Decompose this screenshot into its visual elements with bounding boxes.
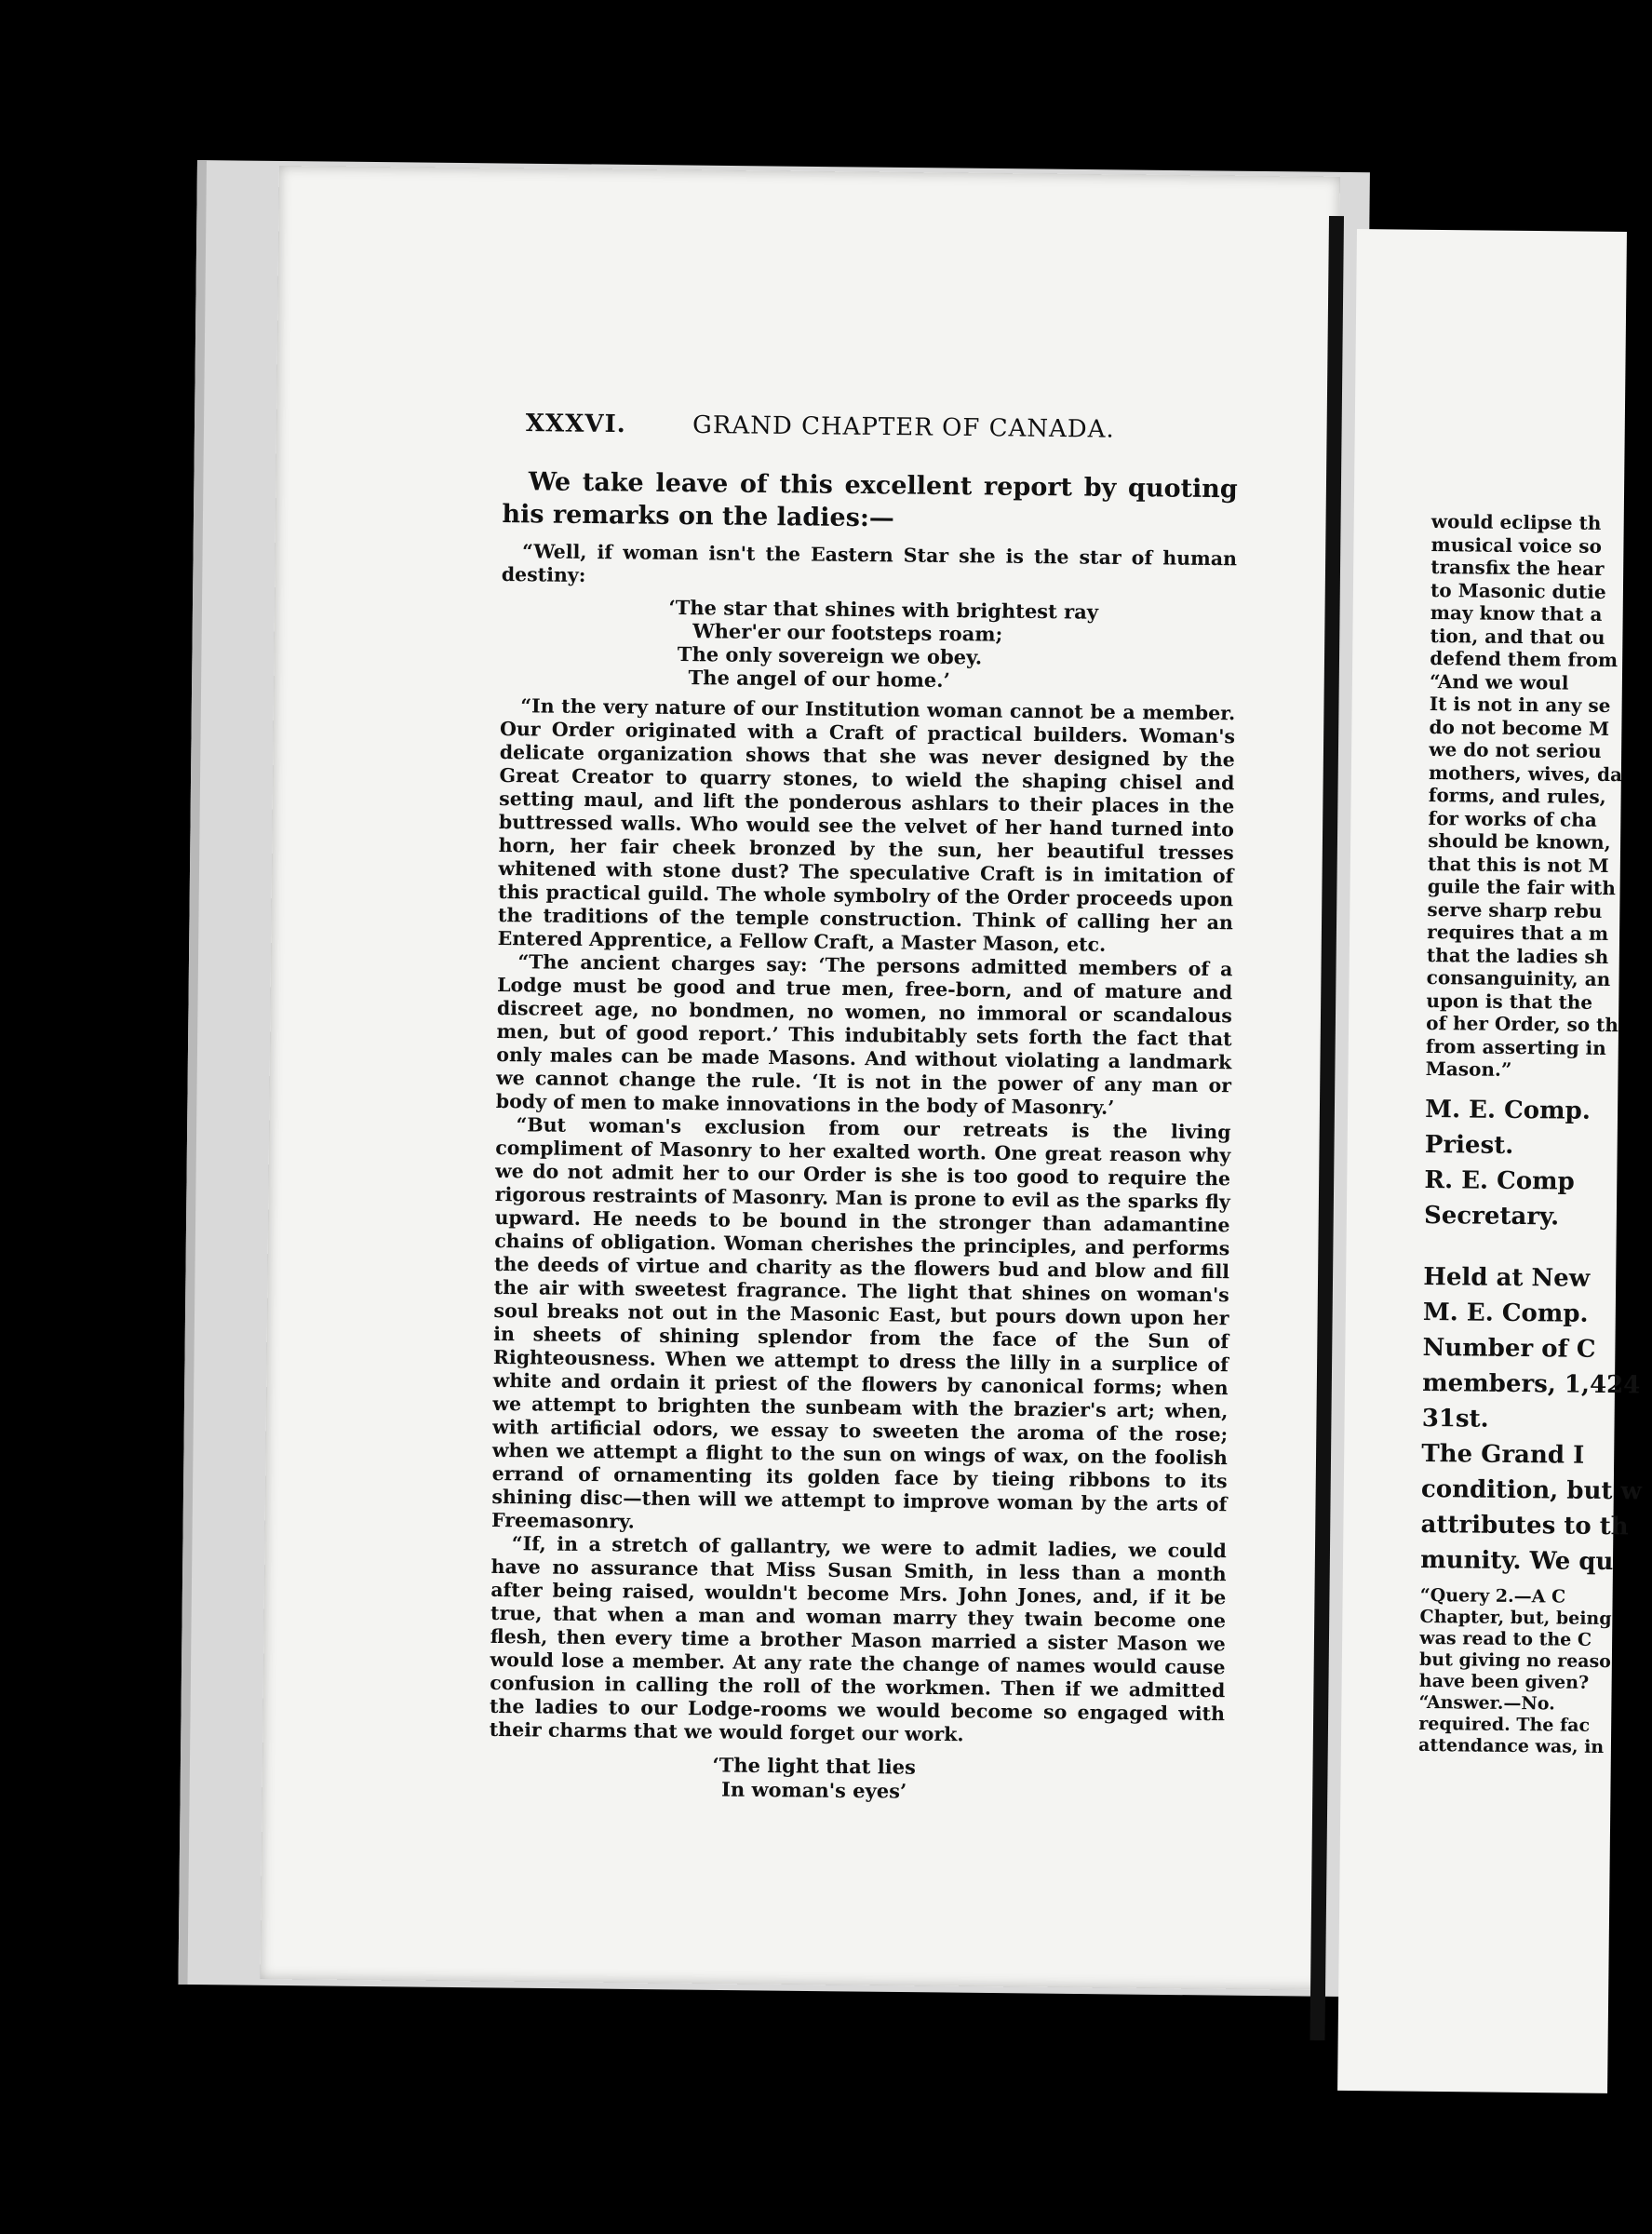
- right-line: transfix the hear: [1430, 555, 1605, 580]
- right-line: Chapter, but, being: [1419, 1606, 1612, 1629]
- right-line: forms, and rules,: [1428, 783, 1606, 808]
- paragraph-5: “If, in a stretch of gallantry, we were to admit ladies, we could have no assurance that Miss Susan Smith, in less than a month after being raised, wouldn't become Mrs. John Jones, and, if it be true, that when a man and woman marry they twain become one flesh, then every time a brother Mason married a sister Mason we would lose a member. At any rate the change of names would cause confusion in calling the roll of the workmen. Then if we admitted the ladies to our Lodge-rooms we would become so engaged with their charms that we would forget our work.: [489, 1532, 1227, 1746]
- right-line: that the ladies sh: [1426, 943, 1609, 968]
- right-line: The Grand I: [1421, 1439, 1585, 1470]
- right-line: would eclipse th: [1430, 510, 1602, 534]
- poem-line: The only sovereign we obey.: [677, 641, 983, 669]
- right-block-c: [1420, 1258, 1643, 1579]
- paragraph-4: “But woman's exclusion from our retreats is the living compliment of Masonry to her exalted worth. One great reason why we do not admit her to our Order is she is too good to require the rigorous restraints of Masonry. Man is prone to evil as the sparks fly upward. He needs to be bound in the stronger than adamantine chains of obligation. Woman cherishes the principles, and performs the deeds of virtue and charity as the flowers bud and blow and fill the air with sweetest fragrance. The light that shines on woman's soul breaks not out in the Masonic East, but pours down upon her in sheets of shining splendor from the face of the Sun of Righteousness. When we attempt to dress the lilly in a surplice of white and ordain it priest of the flowers by canonical forms; when we attempt to brighten the sunbeam with the brazier's art; when, with artificial odors, we essay to sweeten the aroma of the rose; when we attempt a flight to the sun on wings of wax, on the foolish errand of ornamenting its golden face by tieing ribbons to its shining disc—then will we attempt to improve woman by the arts of Freemasonry.: [491, 1113, 1231, 1533]
- right-line: M. E. Comp.: [1425, 1095, 1592, 1125]
- right-line: of her Order, so th: [1426, 1011, 1619, 1037]
- right-line: Secretary.: [1423, 1201, 1560, 1231]
- right-line: defend them from: [1430, 646, 1618, 672]
- paragraph-1: “Well, if woman isn't the Eastern Star she is the star of human destiny:: [501, 540, 1238, 586]
- right-line: for works of cha: [1428, 806, 1597, 831]
- right-line: requires that a m: [1427, 920, 1609, 946]
- right-line: munity. We qu: [1420, 1545, 1614, 1576]
- right-line: R. E. Comp: [1424, 1165, 1575, 1196]
- right-line: we do not seriou: [1429, 737, 1602, 762]
- right-line: “Query 2.—A C: [1419, 1584, 1566, 1608]
- right-line: M. E. Comp.: [1422, 1298, 1589, 1328]
- right-line: do not become M: [1429, 715, 1610, 740]
- right-line: attributes to th: [1420, 1510, 1629, 1541]
- verse-line: ‘The light that lies: [712, 1753, 917, 1779]
- right-line: Held at New: [1423, 1262, 1591, 1293]
- poem-stanza: [667, 596, 1236, 694]
- right-line: consanguinity, an: [1426, 965, 1611, 991]
- right-block-a: [1425, 510, 1623, 1083]
- poem-line: The angel of our home.’: [688, 666, 951, 693]
- closing-verse: [712, 1753, 1225, 1807]
- left-page-text: [489, 465, 1238, 1807]
- right-line: “Answer.—No.: [1418, 1691, 1555, 1714]
- right-line: required. The fac: [1418, 1713, 1591, 1736]
- right-line: to Masonic dutie: [1430, 578, 1606, 603]
- right-line: condition, but w: [1420, 1474, 1643, 1505]
- right-line: attendance was, in: [1417, 1734, 1605, 1757]
- poem-line: Wher'er our footsteps roam;: [692, 619, 1003, 646]
- running-title: GRAND CHAPTER OF CANADA.: [692, 410, 1115, 444]
- right-block-d: [1417, 1584, 1612, 1757]
- paragraph-3: “The ancient charges say: ‘The persons admitted members of a Lodge must be good and true men, free-born, and of mature and discreet age, no bondmen, no women, no immoral or scandalous men, but of good report.’ This indubitably sets forth the fact that only males can be made Masons. And without violating a landmark we cannot change the rule. ‘It is not in the power of any man or body of men to make innovations in the body of Masonry.’: [495, 950, 1233, 1119]
- right-line: Number of C: [1422, 1333, 1596, 1364]
- right-line: was read to the C: [1419, 1627, 1592, 1650]
- right-line: 31st.: [1421, 1404, 1489, 1433]
- right-line: should be known,: [1428, 828, 1611, 855]
- lead-paragraph: We take leave of this excellent report by quoting his remarks on the ladies:—: [502, 467, 1238, 533]
- right-line: but giving no reaso: [1418, 1649, 1612, 1672]
- right-line: “And we woul: [1429, 669, 1569, 694]
- right-line: have been given?: [1418, 1670, 1590, 1693]
- right-line: musical voice so: [1430, 532, 1603, 558]
- right-block-b: [1424, 1091, 1612, 1234]
- right-line: tion, and that ou: [1430, 624, 1605, 649]
- right-line: mothers, wives, da: [1428, 760, 1623, 786]
- right-line: It is not in any se: [1429, 692, 1611, 718]
- verse-line: In woman's eyes’: [720, 1777, 907, 1803]
- right-line: members, 1,424: [1422, 1368, 1641, 1399]
- paragraph-2: “In the very nature of our Institution woman cannot be a member. Our Order originated with a Craft of practical builders. Woman's delicate organization shows that she was never designed by the Great Creator to quarry stones, to wield the shaping chisel and setting maul, and lift the ponderous ashlars to their places in the buttressed walls. Who would see the velvet of her hand turned into horn, her fair cheek bronzed by the sun, her beautiful tresses whitened with stone dust? The speculative Craft is in imitation of this practical guild. The whole symbolry of the Order proceeds upon the traditions of the temple construction. Think of calling her an Entered Apprentice, a Fellow Craft, a Master Mason, etc.: [497, 694, 1236, 956]
- poem-line: ‘The star that shines with brightest ray: [668, 595, 1099, 624]
- page-number: XXXVI.: [525, 410, 626, 439]
- right-line: may know that a: [1430, 600, 1603, 626]
- right-line: guile the fair with: [1427, 874, 1617, 900]
- right-line: serve sharp rebu: [1427, 897, 1603, 922]
- right-line: that this is not M: [1427, 852, 1609, 877]
- right-page-text: [1417, 510, 1643, 1758]
- right-line: upon is that the: [1426, 989, 1593, 1014]
- right-line: Mason.”: [1425, 1056, 1512, 1081]
- right-line: Priest.: [1424, 1130, 1514, 1160]
- right-line: from asserting in: [1425, 1034, 1606, 1059]
